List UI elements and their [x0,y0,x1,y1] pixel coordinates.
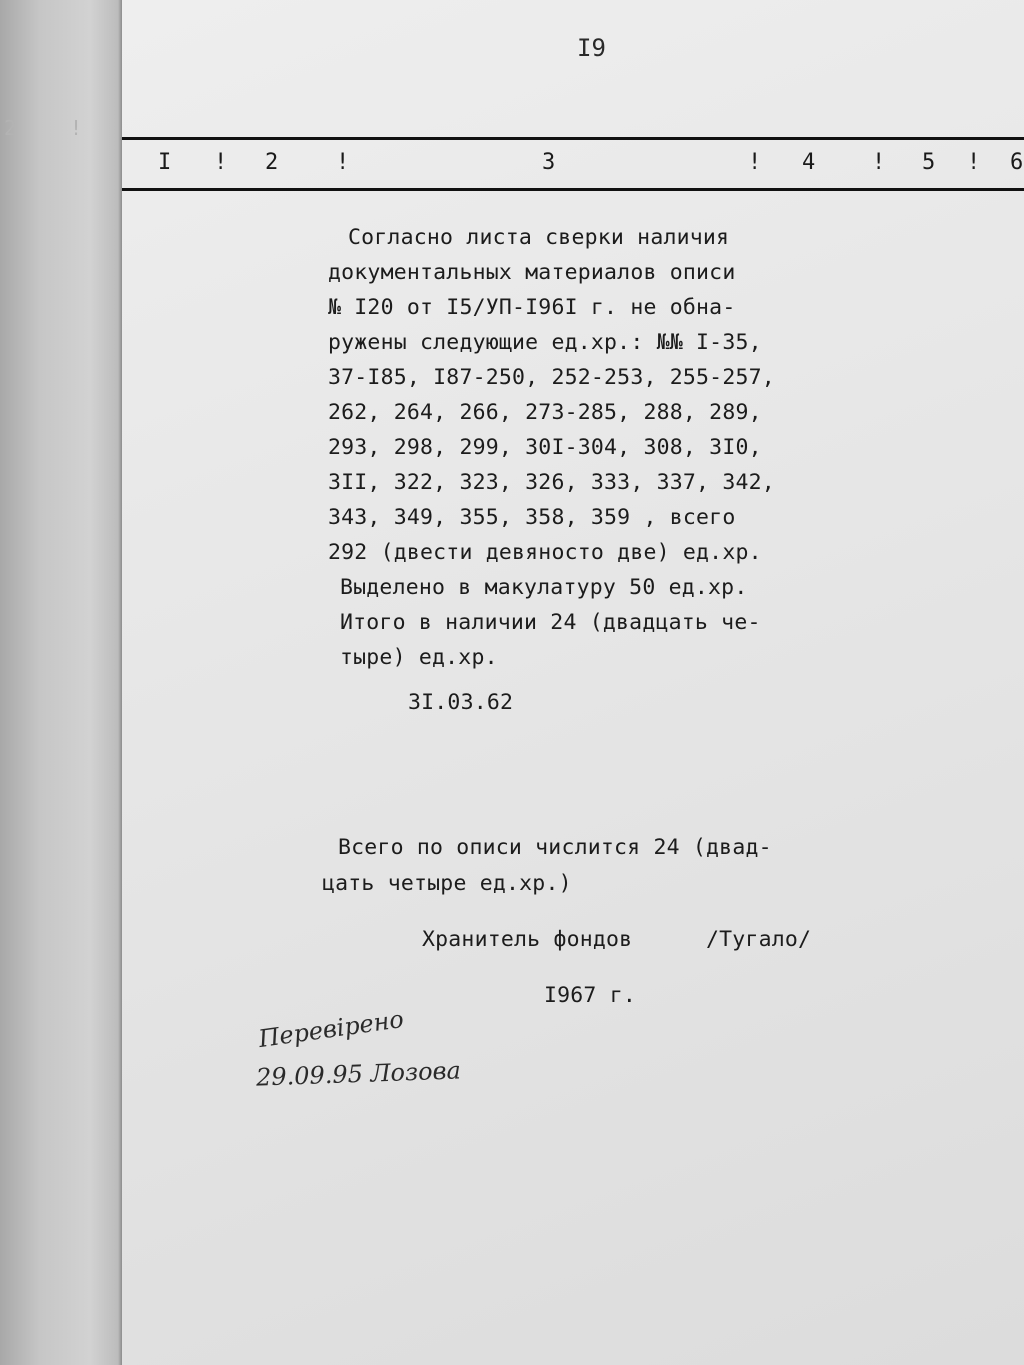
binding-strip [0,0,122,1365]
body-line: № I20 от I5/УП-I96I г. не обна- [328,295,736,320]
column-label: I [158,150,172,175]
column-label: 6 [1010,150,1024,175]
body-line: Выделено в макулатуру 50 ед.хр. [340,575,748,600]
column-label: 5 [922,150,936,175]
column-separator: ! [872,150,886,175]
column-separator: ! [967,150,981,175]
body-line: тыре) ед.хр. [340,645,498,670]
handwritten-verified-note: Перевірено [256,1004,406,1054]
signature-year: I967 г. [544,983,637,1008]
body-line: ружены следующие ед.хр.: №№ I-35, [328,330,762,355]
column-header-table [122,137,1024,191]
body-line: 3II, 322, 323, 326, 333, 337, 342, [328,470,775,495]
page-number: I9 [577,34,606,62]
body-line: Итого в наличии 24 (двадцать че- [340,610,761,635]
body-line: 37-I85, I87-250, 252-253, 255-257, [328,365,775,390]
ghost-separator: ! [70,116,83,140]
body-line: Согласно листа сверки наличия [348,225,730,250]
signature-name: /Тугало/ [706,927,812,952]
column-label: 2 [265,150,279,175]
report-date: 3I.03.62 [408,690,514,715]
body-line: документальных материалов описи [328,260,736,285]
summary-line: цать четыре ед.хр.) [322,871,572,896]
body-line: 262, 264, 266, 273-285, 288, 289, [328,400,762,425]
signature-title: Хранитель фондов [422,927,633,952]
document-page [122,0,1024,1365]
column-separator: ! [748,150,762,175]
column-label: 3 [542,150,556,175]
handwritten-date-signature: 29.09.95 Лозова [255,1056,462,1092]
body-line: 293, 298, 299, 30I-304, 308, 3I0, [328,435,762,460]
column-separator: ! [214,150,228,175]
ghost-digit: 2 [4,116,17,140]
column-label: 4 [802,150,816,175]
summary-line: Всего по описи числится 24 (двад- [338,835,772,860]
column-separator: ! [336,150,350,175]
body-line: 343, 349, 355, 358, 359 , всего [328,505,736,530]
body-line: 292 (двести девяносто две) ед.хр. [328,540,762,565]
